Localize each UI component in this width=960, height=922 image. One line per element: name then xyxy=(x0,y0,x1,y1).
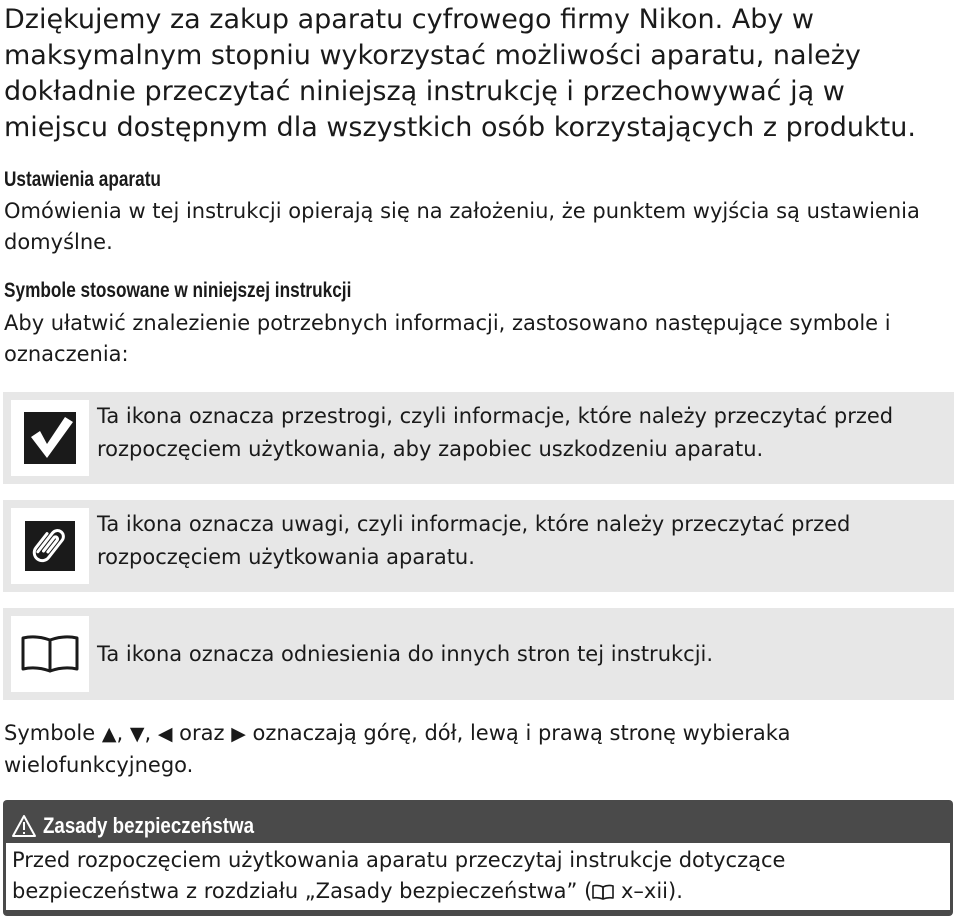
multiselector-sep-1: , xyxy=(116,721,124,745)
reference-text: Ta ikona oznacza odniesienia do innych stron tej instrukcji. xyxy=(97,642,714,666)
arrow-up-icon: ▲ xyxy=(101,723,117,745)
safety-body xyxy=(6,843,950,910)
symbol-row-note xyxy=(3,500,954,592)
arrow-right-icon: ▶ xyxy=(231,723,246,745)
note-paperclip-icon xyxy=(24,520,76,572)
caution-text: Ta ikona oznacza przestrogi, czyli informacje, które należy przeczytać przed rozpoczęciem użytkowania, aby zapobiec uszkodzeniu aparatu. xyxy=(97,404,894,461)
symbols-text: Aby ułatwić znalezienie potrzebnych informacji, zastosowano następujące symbole i oznaczenia: xyxy=(4,311,891,366)
symbols-heading: Symbole stosowane w niniejszej instrukcji xyxy=(4,279,352,302)
safety-header xyxy=(11,810,945,842)
safety-text-before: Przed rozpoczęciem użytkowania aparatu przeczytaj instrukcje dotyczące bezpieczeństwa z rozdziału „Zasady bezpieczeństwa” ( xyxy=(12,848,786,903)
safety-title: Zasady bezpieczeństwa xyxy=(43,813,254,838)
multiselector-and: oraz xyxy=(179,721,225,745)
caution-icon-cell xyxy=(11,400,89,476)
book-reference-icon xyxy=(20,634,80,674)
note-icon-cell xyxy=(11,508,89,584)
safety-text-after: x–xii). xyxy=(614,879,683,903)
settings-heading: Ustawienia aparatu xyxy=(4,168,161,191)
safety-box xyxy=(3,800,953,916)
symbol-row-reference xyxy=(3,608,954,700)
multiselector-text xyxy=(4,718,954,781)
reference-icon-cell xyxy=(11,616,89,692)
symbol-row-caution xyxy=(3,392,954,484)
settings-text: Omówienia w tej instrukcji opierają się na założeniu, że punktem wyjścia są ustawienia domyślne. xyxy=(4,199,920,254)
arrow-left-icon: ◀ xyxy=(157,723,173,745)
caution-check-icon xyxy=(23,411,77,465)
multiselector-sep-2: , xyxy=(144,721,152,745)
multiselector-prefix: Symbole xyxy=(4,721,96,745)
book-reference-inline-icon xyxy=(592,884,614,900)
warning-triangle-icon xyxy=(11,814,37,838)
arrow-down-icon: ▼ xyxy=(129,723,145,745)
multiselector-suffix: oznaczają górę, dół, lewą i prawą stronę wybieraka wielofunkcyjnego. xyxy=(4,721,791,777)
safety-text xyxy=(6,843,950,907)
note-text: Ta ikona oznacza uwagi, czyli informacje, które należy przeczytać przed rozpoczęciem użytkowania aparatu. xyxy=(97,512,851,569)
intro-paragraph: Dziękujemy za zakup aparatu cyfrowego firmy Nikon. Aby w maksymalnym stopniu wykorzystać możliwości aparatu, należy dokładnie przeczytać niniejszą instrukcję i przechowywać ją w miejscu dostępnym dla wszystkich osób korzystających z produktu. xyxy=(4,4,916,143)
